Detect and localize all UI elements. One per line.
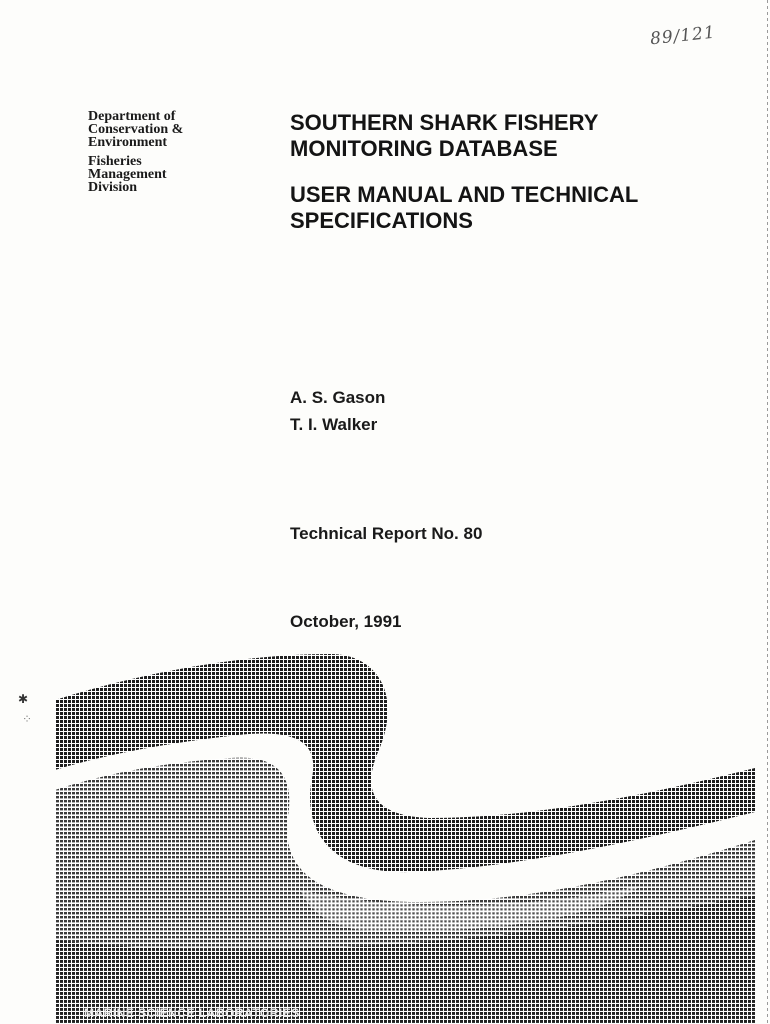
subtitle-line: USER MANUAL AND TECHNICAL — [290, 182, 639, 207]
department-name — [88, 110, 258, 149]
organization-name: MARINE SCIENCE LABORATORIES — [84, 1006, 300, 1020]
department-line: Department of — [88, 109, 176, 124]
scan-speck: ⁘ — [22, 712, 33, 726]
author-name: T. I. Walker — [290, 415, 378, 434]
division-line: Division — [88, 180, 138, 195]
department-line: Conservation & — [88, 122, 184, 137]
division-line: Management — [88, 167, 167, 182]
report-date: October, 1991 — [290, 612, 402, 631]
title-line: MONITORING DATABASE — [290, 136, 558, 161]
subtitle-line: SPECIFICATIONS — [290, 208, 473, 233]
division-line: Fisheries — [88, 154, 142, 169]
author-list — [290, 384, 385, 438]
report-title — [290, 110, 760, 162]
handwritten-note: 89/121 — [649, 22, 717, 50]
author-name: A. S. Gason — [290, 388, 386, 407]
title-line: SOUTHERN SHARK FISHERY — [290, 110, 599, 135]
wave-graphic — [0, 640, 770, 1024]
department-block — [88, 110, 258, 194]
report-title-block — [290, 110, 760, 234]
department-line: Environment — [88, 135, 168, 150]
report-subtitle — [290, 182, 760, 234]
report-number: Technical Report No. 80 — [290, 524, 483, 543]
division-name — [88, 155, 258, 194]
scan-speck: ✱ — [18, 692, 29, 706]
